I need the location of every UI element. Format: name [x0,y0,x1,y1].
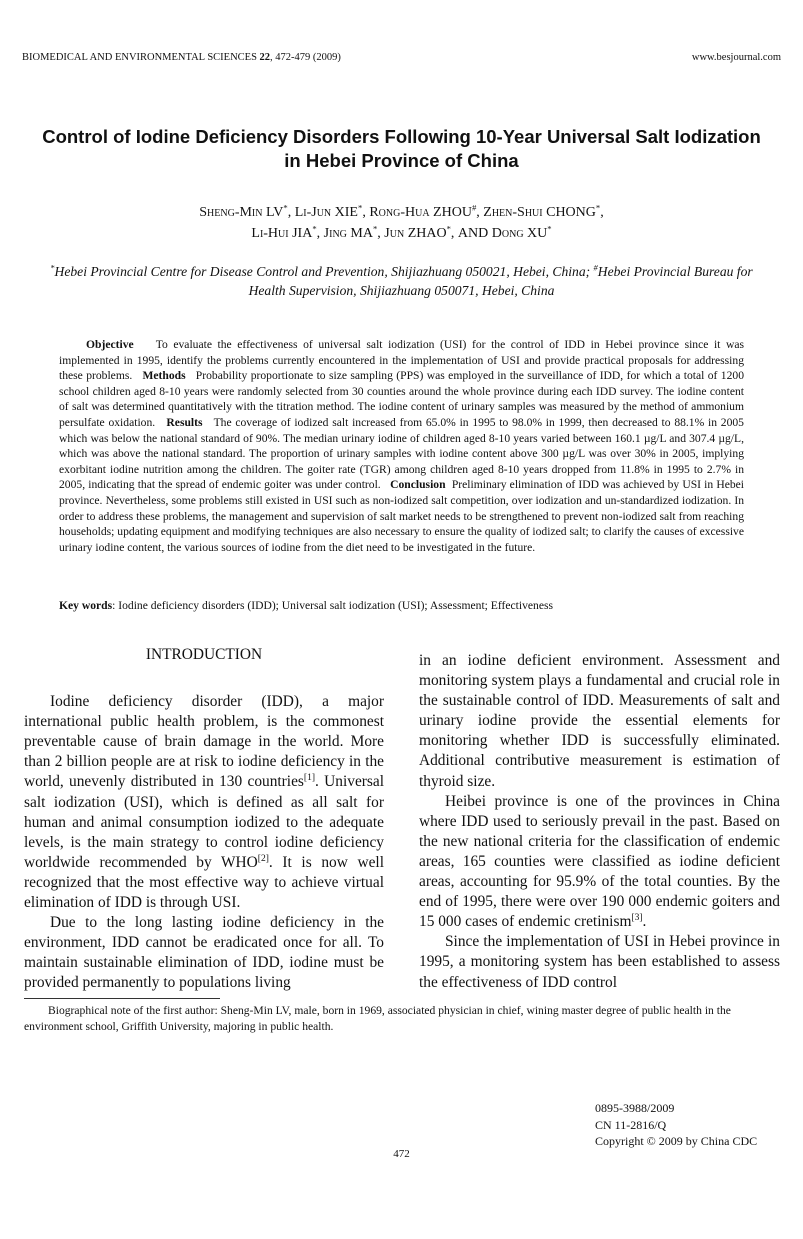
body-paragraph [419,792,780,933]
abstract-methods: Probability proportionate to size sampling (PPS) was employed in the surveillance of IDD, for which a total of 1200 school children aged 8-10 years were randomly selected from 30 counties around the whole province during each IDD survey. The iodine content of salt was determined quantitatively with the titration method. The iodine content of urinary samples was measured by the method of ammonium persulfate oxidation. [59,369,744,429]
journal-volume: 22 [259,52,271,63]
citation-ref[interactable]: [2] [257,852,269,864]
author-mark: * [357,202,363,213]
affiliation-mark: * [50,262,55,273]
abstract-results-label: Results [166,415,203,429]
affiliations [40,262,763,300]
keywords-text: : Iodine deficiency disorders (IDD); Universal salt iodization (USI); Assessment; Effectiveness [112,599,554,612]
abstract-results: The coverage of iodized salt increased from 65.0% in 1995 to 98.0% in 1999, then decreased to 88.1% in 2005 which was below the national standard of 90%. The median urinary iodine of children aged 8-10 years varied between 160.1 µg/L and 307.4 µg/L, which was above the national standard. The proportion of urinary samples with iodine content above 300 µg/L was over 30% in 2005, implying exorbitant iodine nutrition among the children. The goiter rate (TGR) among children aged 8-10 years dropped from 11.8% in 1995 to 2.7% in 2005, indicating that the spread of endemic goiter was under control. [59,415,744,492]
keywords [59,599,744,612]
journal-website[interactable]: www.besjournal.com [691,52,781,63]
issn-line: 0895-3988/2009 [595,1101,675,1115]
body-column-left [24,645,384,994]
body-paragraph: Due to the long lasting iodine deficiency in the environment, IDD cannot be eradicated once for all. To maintain sustainable elimination of IDD, iodine must be provided permanently to populations living [24,914,384,992]
author-mark: * [312,223,317,234]
footnote-divider [24,998,220,999]
paragraph-text: . Universal salt iodization (USI), which is defined as all salt for human and animal consumption iodized to the adequate levels, is the main strategy to control iodine deficiency worldwide recommended by WHO [24,773,384,871]
author-name: Dong XU [491,226,548,241]
author-name: Jun ZHAO [384,226,447,241]
body-paragraph: Since the implementation of USI in Hebei province in 1995, a monitoring system has been established to assess the effectiveness of IDD control [419,933,780,991]
body-paragraph: in an iodine deficient environment. Assessment and monitoring system plays a fundamental and crucial role in the sustainable control of IDD. Measurements of salt and urinary iodine provide the essential elements for monitoring whether IDD is successfully eliminated. Additional contributive measurement is estimation of thyroid size. [419,652,780,790]
keywords-label: Key words [59,599,113,612]
author-mark: * [446,223,451,234]
citation-ref[interactable]: [3] [631,912,643,924]
author-name: Li-Jun XIE [294,205,358,220]
abstract-conclusion: Preliminary elimination of IDD was achieved by USI in Hebei province. Nevertheless, some problems still existed in USI such as non-iodized salt competition, over iodization and un-standardized iodization. In order to address these problems, the management and supervision of salt market needs to be strengthened to prevent non-iodized salt from reaching households; updating equipment and modifying techniques are also necessary to ensure the quality of iodized salt; to clarify the causes of excessive urinary iodine content, the various sources of iodine from the diet need to be investigated in the future. [59,478,745,554]
abstract-conclusion-label: Conclusion [390,478,446,492]
paragraph-text: Iodine deficiency disorder (IDD), a major international public health problem, is the commonest preventable cause of brain damage in the world. More than 2 billion people are at risk to iodine deficiency in the world, unevenly distributed in 130 countries [24,693,384,791]
affiliation-1: Hebei Provincial Centre for Disease Control and Prevention, Shijiazhuang 050021, Hebei, China; [54,264,594,279]
author-mark: * [547,223,552,234]
author-name: Jing MA [323,226,373,241]
author-mark: * [372,223,378,234]
citation-ref[interactable]: [1] [303,772,316,784]
abstract-methods-label: Methods [142,369,186,383]
body-paragraph [24,692,384,913]
journal-pages-year: , 472-479 (2009) [270,52,341,63]
copyright-line: Copyright © 2009 by China CDC [595,1134,758,1148]
section-heading-introduction: INTRODUCTION [145,646,263,663]
cn-line: CN 11-2816/Q [595,1117,667,1132]
author-mark: # [471,202,477,213]
author-name: Li-Hui JIA [251,226,313,241]
journal-name: BIOMEDICAL AND ENVIRONMENTAL SCIENCES [22,52,257,63]
paragraph-text: Heibei province is one of the provinces in China where IDD used to seriously prevail in the past. Based on the new national criteria for the classification of endemic areas, 165 counties were classified as iodine deficient areas, accounting for 95.9% of the total counties. By the end of 1995, there were over 190 000 endemic goiters and 15 000 cases of endemic cretinism [419,792,780,931]
affiliation-mark: # [593,262,598,273]
author-name: Sheng-Min LV [199,205,284,220]
author-name: Rong-Hua ZHOU [369,205,472,220]
paper-title: Control of Iodine Deficiency Disorders Following 10-Year Universal Salt Iodization in Hebei Province of China [42,126,761,171]
author-mark: * [283,202,288,213]
paragraph-text: . [642,913,647,931]
issn-block [595,1100,757,1150]
author-list: Sheng-Min LV*, Li-Jun XIE*, Rong-Hua ZHOU#, Zhen-Shui CHONG*, Li-Hui JIA*, Jing MA*, Jun ZHAO*, AND Dong XU* [199,202,604,241]
body-column-right [419,651,780,993]
journal-header [22,52,341,63]
abstract-objective: To evaluate the effectiveness of universal salt iodization (USI) for the control of IDD in Hebei province since it was implemented in 1995, identify the problems currently encountered in the implementation of USI and provide practical proposals for addressing these problems. [59,338,744,383]
affiliation-2: Hebei Provincial Bureau for Health Supervision, Shijiazhuang 050071, Hebei, China [248,264,753,298]
abstract-objective-label: Objective [86,338,134,351]
authors-conjunction: AND [457,226,489,241]
author-mark: * [595,202,601,213]
abstract [59,337,744,555]
author-name: Zhen-Shui CHONG [483,205,596,220]
footnote: Biographical note of the first author: Sheng-Min LV, male, born in 1969, associated physician in chief, wining master degree of public health in the environment school, Griffith University, majoring in public health. [24,1004,731,1033]
paragraph-text: . It is now well recognized that the most effective way to achieve virtual elimination of IDD is through USI. [24,853,384,912]
page-number: 472 [393,1148,410,1160]
